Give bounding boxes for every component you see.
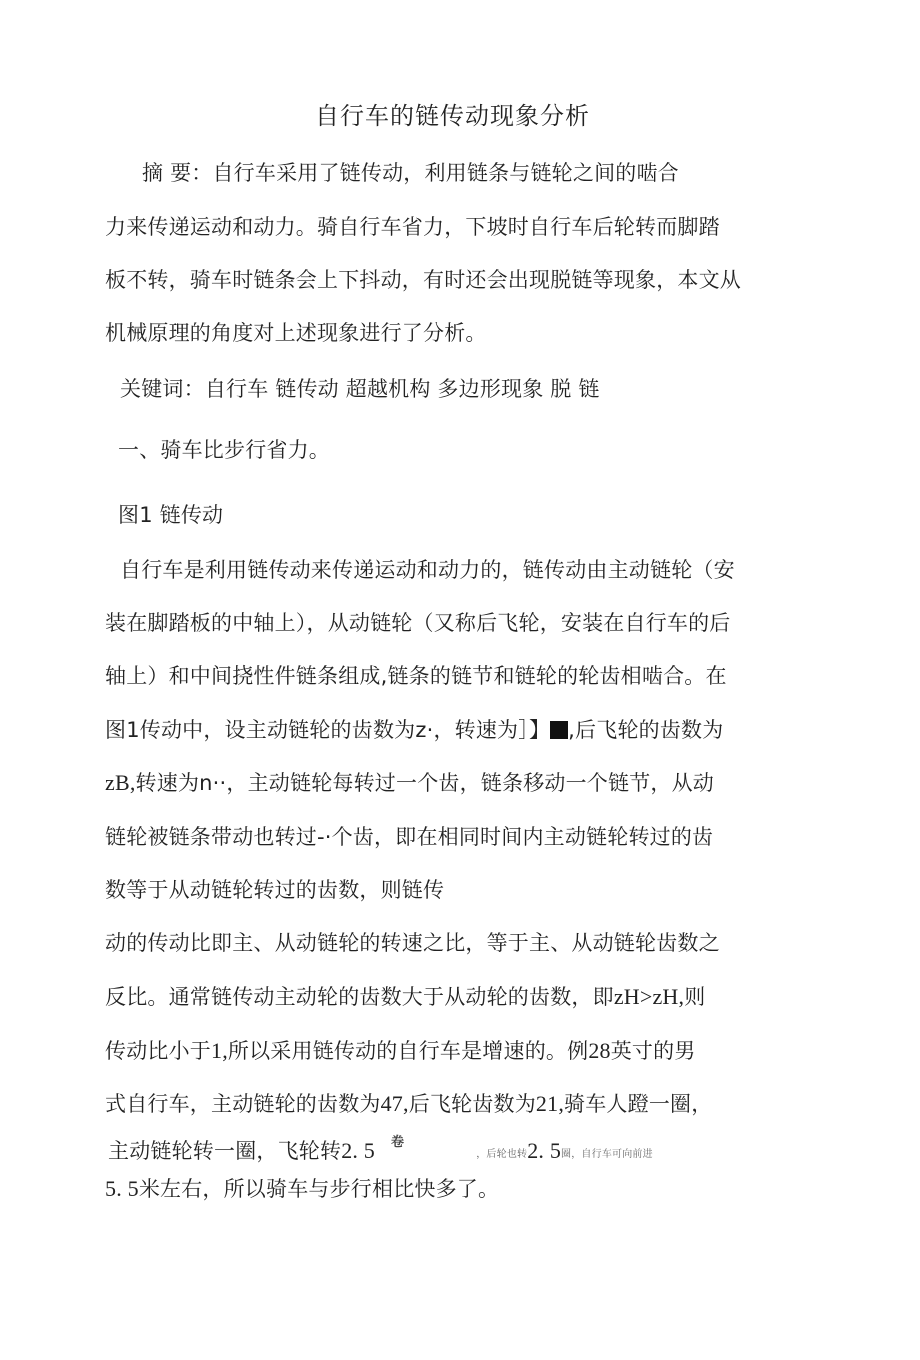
body-line-12-glyph: 卷 (391, 1135, 405, 1150)
abstract-line-3: 板不转，骑车时链条会上下抖动，有时还会出现脱链等现象，本文从 (105, 268, 741, 292)
body-line-13-text: 米左右，所以骑车与步行相比快多了。 (138, 1177, 500, 1201)
body-line-9-text-a: 反比。通常链传动主动轮的齿数大于从动轮的齿数，即 (105, 985, 614, 1009)
body-line-7: 数等于从动链轮转过的齿数，则链传 (105, 878, 445, 902)
body-line-9 (105, 982, 705, 1012)
body-line-3: 轴上）和中间挠性件链条组成,链条的链节和链轮的轮齿相啮合。在 (105, 664, 727, 688)
body-line-11-text-a: 式自行车，主动链轮的齿数为 (105, 1092, 381, 1116)
body-line-5-text: 转速为n··，主动链轮每转过一个齿，链条移动一个链节，从动 (135, 771, 715, 795)
abstract-line-4: 机械原理的角度对上述现象进行了分析。 (105, 321, 487, 345)
document-title: 自行车的链传动现象分析 (315, 102, 590, 130)
figure-caption-1: 图1 链传动 (118, 503, 224, 527)
body-line-1: 自行车是利用链传动来传递运动和动力的，链传动由主动链轮（安 (120, 558, 735, 582)
body-line-11 (105, 1089, 712, 1119)
abstract-line-1 (142, 158, 679, 188)
section-heading-1: 一、骑车比步行省力。 (118, 438, 330, 462)
body-line-9-formula: zH>zH, (613, 984, 685, 1009)
body-line-10-text-c: 所以采用链传动的自行车是增速的。例 (227, 1039, 589, 1063)
body-line-2: 装在脚踏板的中轴上），从动链轮（又称后飞轮，安装在自行车的后 (105, 611, 731, 635)
black-square-mark (550, 721, 568, 739)
body-line-11-num-2: 21, (535, 1091, 565, 1116)
abstract-line-2: 力来传递运动和动力。骑自行车省力，下坡时自行车后轮转而脚踏 (105, 215, 720, 239)
body-line-12-num-2: 2. 5 (527, 1138, 562, 1163)
body-line-12-small-text-1: ，后轮也转 (476, 1149, 528, 1160)
keywords-label: 关键词： (120, 377, 205, 401)
body-line-8: 动的传动比即主、从动链轮的转速之比，等于主、从动链轮齿数之 (105, 931, 720, 955)
body-line-4-text-b: ,后飞轮的齿数为 (568, 718, 724, 742)
keywords-line (120, 374, 600, 404)
body-line-12 (108, 1136, 653, 1171)
body-line-13 (105, 1174, 499, 1204)
body-line-11-text-e: 骑车人蹬一圈， (564, 1092, 713, 1116)
body-line-12-text-a: 主动链轮转一圈，飞轮转 (108, 1139, 342, 1163)
body-line-5 (105, 768, 714, 798)
body-line-4-text-a: 图1传动中，设主动链轮的齿数为z·，转速为］】 (105, 718, 551, 742)
body-line-13-num: 5. 5 (105, 1176, 139, 1201)
keywords-text: 自行车 链传动 超越机构 多边形现象 脱 链 (204, 377, 600, 401)
body-line-10-num-2: 28 (588, 1038, 611, 1063)
body-line-6: 链轮被链条带动也转过-·个齿，即在相同时间内主动链轮转过的齿 (105, 825, 714, 849)
abstract-label: 摘 要： (142, 161, 213, 185)
body-line-12-small-text-2: 圈，自行车可向前进 (561, 1149, 653, 1160)
body-line-4 (105, 715, 723, 745)
abstract-text-1: 自行车采用了链传动，利用链条与链轮之间的啮合 (212, 161, 679, 185)
body-line-10-text-e: 英寸的男 (610, 1039, 696, 1063)
body-line-11-num-1: 47, (380, 1091, 409, 1116)
body-line-9-text-c: 则 (684, 985, 706, 1009)
body-line-10 (105, 1036, 696, 1066)
body-line-5-var: zB, (105, 770, 136, 795)
body-line-10-num-1: 1, (211, 1038, 228, 1063)
body-line-10-text-a: 传动比小于 (105, 1039, 211, 1063)
body-line-11-text-c: 后飞轮齿数为 (408, 1092, 536, 1116)
body-line-12-num-1: 2. 5 (341, 1138, 376, 1163)
